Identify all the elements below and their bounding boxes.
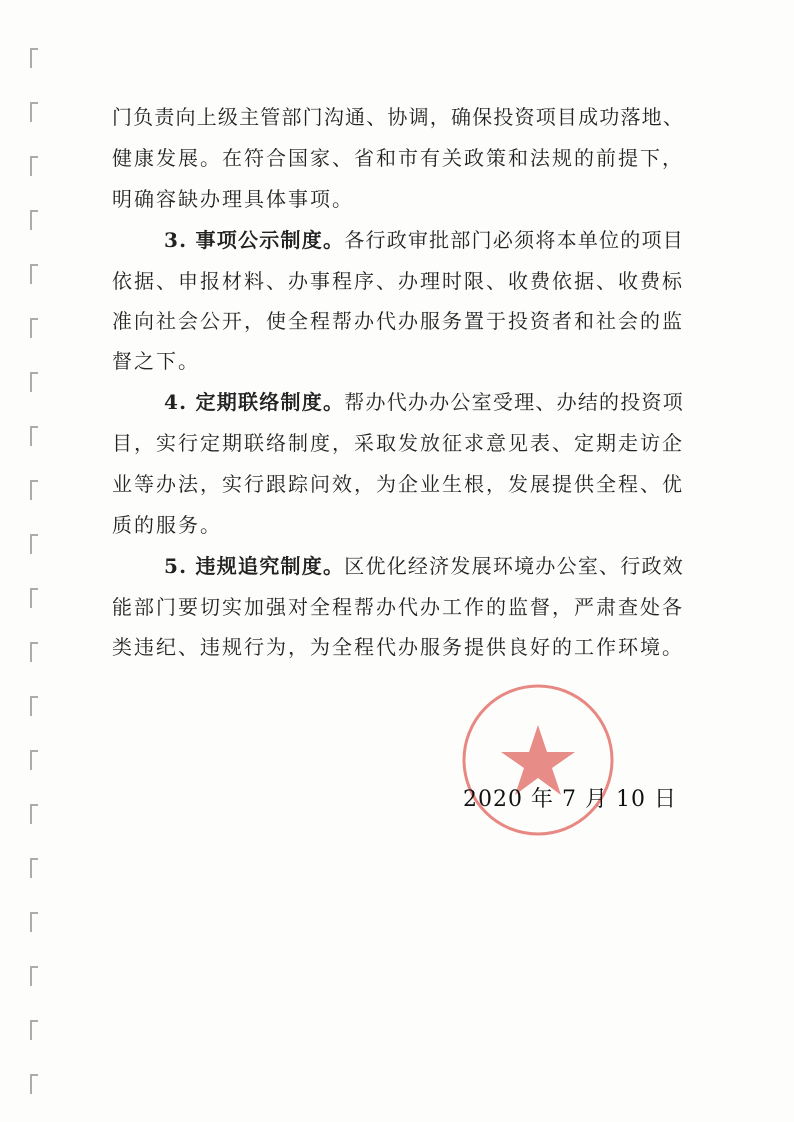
text-line: 门负责向上级主管部门沟通、协调，确保投资项目成功落地、	[112, 105, 684, 129]
binding-mark	[30, 1074, 38, 1094]
binding-mark	[30, 48, 38, 68]
binding-mark	[30, 696, 38, 716]
binding-mark	[30, 210, 38, 230]
section-3	[164, 227, 684, 253]
binding-mark	[30, 750, 38, 770]
binding-mark	[30, 858, 38, 878]
star-icon	[501, 725, 575, 795]
binding-mark	[30, 372, 38, 392]
binding-mark	[30, 912, 38, 932]
binding-mark	[30, 642, 38, 662]
text-line: 目，实行定期联络制度，采取发放征求意见表、定期走访企	[112, 431, 684, 455]
section-5	[164, 553, 684, 579]
section-heading: 4. 定期联络制度。	[164, 390, 345, 414]
section-text: 帮办代办办公室受理、办结的投资项	[344, 390, 685, 414]
text-line: 明确容缺办理具体事项。	[112, 187, 354, 211]
binding-mark	[30, 804, 38, 824]
text-line: 准向社会公开，使全程帮办代办服务置于投资者和社会的监	[112, 309, 684, 333]
section-4	[164, 389, 684, 415]
text-line: 业等办法，实行跟踪问效，为企业生根，发展提供全程、优	[112, 472, 684, 496]
document-date: 2020 年 7 月 10 日	[463, 787, 677, 812]
binding-mark	[30, 264, 38, 284]
binding-mark	[30, 966, 38, 986]
binding-mark	[30, 1020, 38, 1040]
binding-mark	[30, 318, 38, 338]
binding-mark	[30, 426, 38, 446]
binding-mark	[30, 156, 38, 176]
section-heading: 3. 事项公示制度。	[164, 228, 345, 252]
binding-mark	[30, 102, 38, 122]
text-line: 督之下。	[112, 349, 200, 373]
binding-mark	[30, 534, 38, 554]
text-line: 质的服务。	[112, 513, 222, 537]
text-line: 类违纪、违规行为，为全程代办服务提供良好的工作环境。	[112, 635, 684, 659]
text-line: 依据、申报材料、办事程序、办理时限、收费依据、收费标	[112, 269, 684, 293]
section-text: 各行政审批部门必须将本单位的项目	[344, 228, 685, 252]
binding-mark	[30, 588, 38, 608]
text-line: 健康发展。在符合国家、省和市有关政策和法规的前提下，	[112, 146, 684, 170]
binding-mark	[30, 480, 38, 500]
section-heading: 5. 违规追究制度。	[164, 554, 345, 578]
official-seal	[450, 680, 630, 840]
text-line: 能部门要切实加强对全程帮办代办工作的监督，严肃查处各	[112, 595, 684, 619]
section-text: 区优化经济发展环境办公室、行政效	[344, 554, 685, 578]
